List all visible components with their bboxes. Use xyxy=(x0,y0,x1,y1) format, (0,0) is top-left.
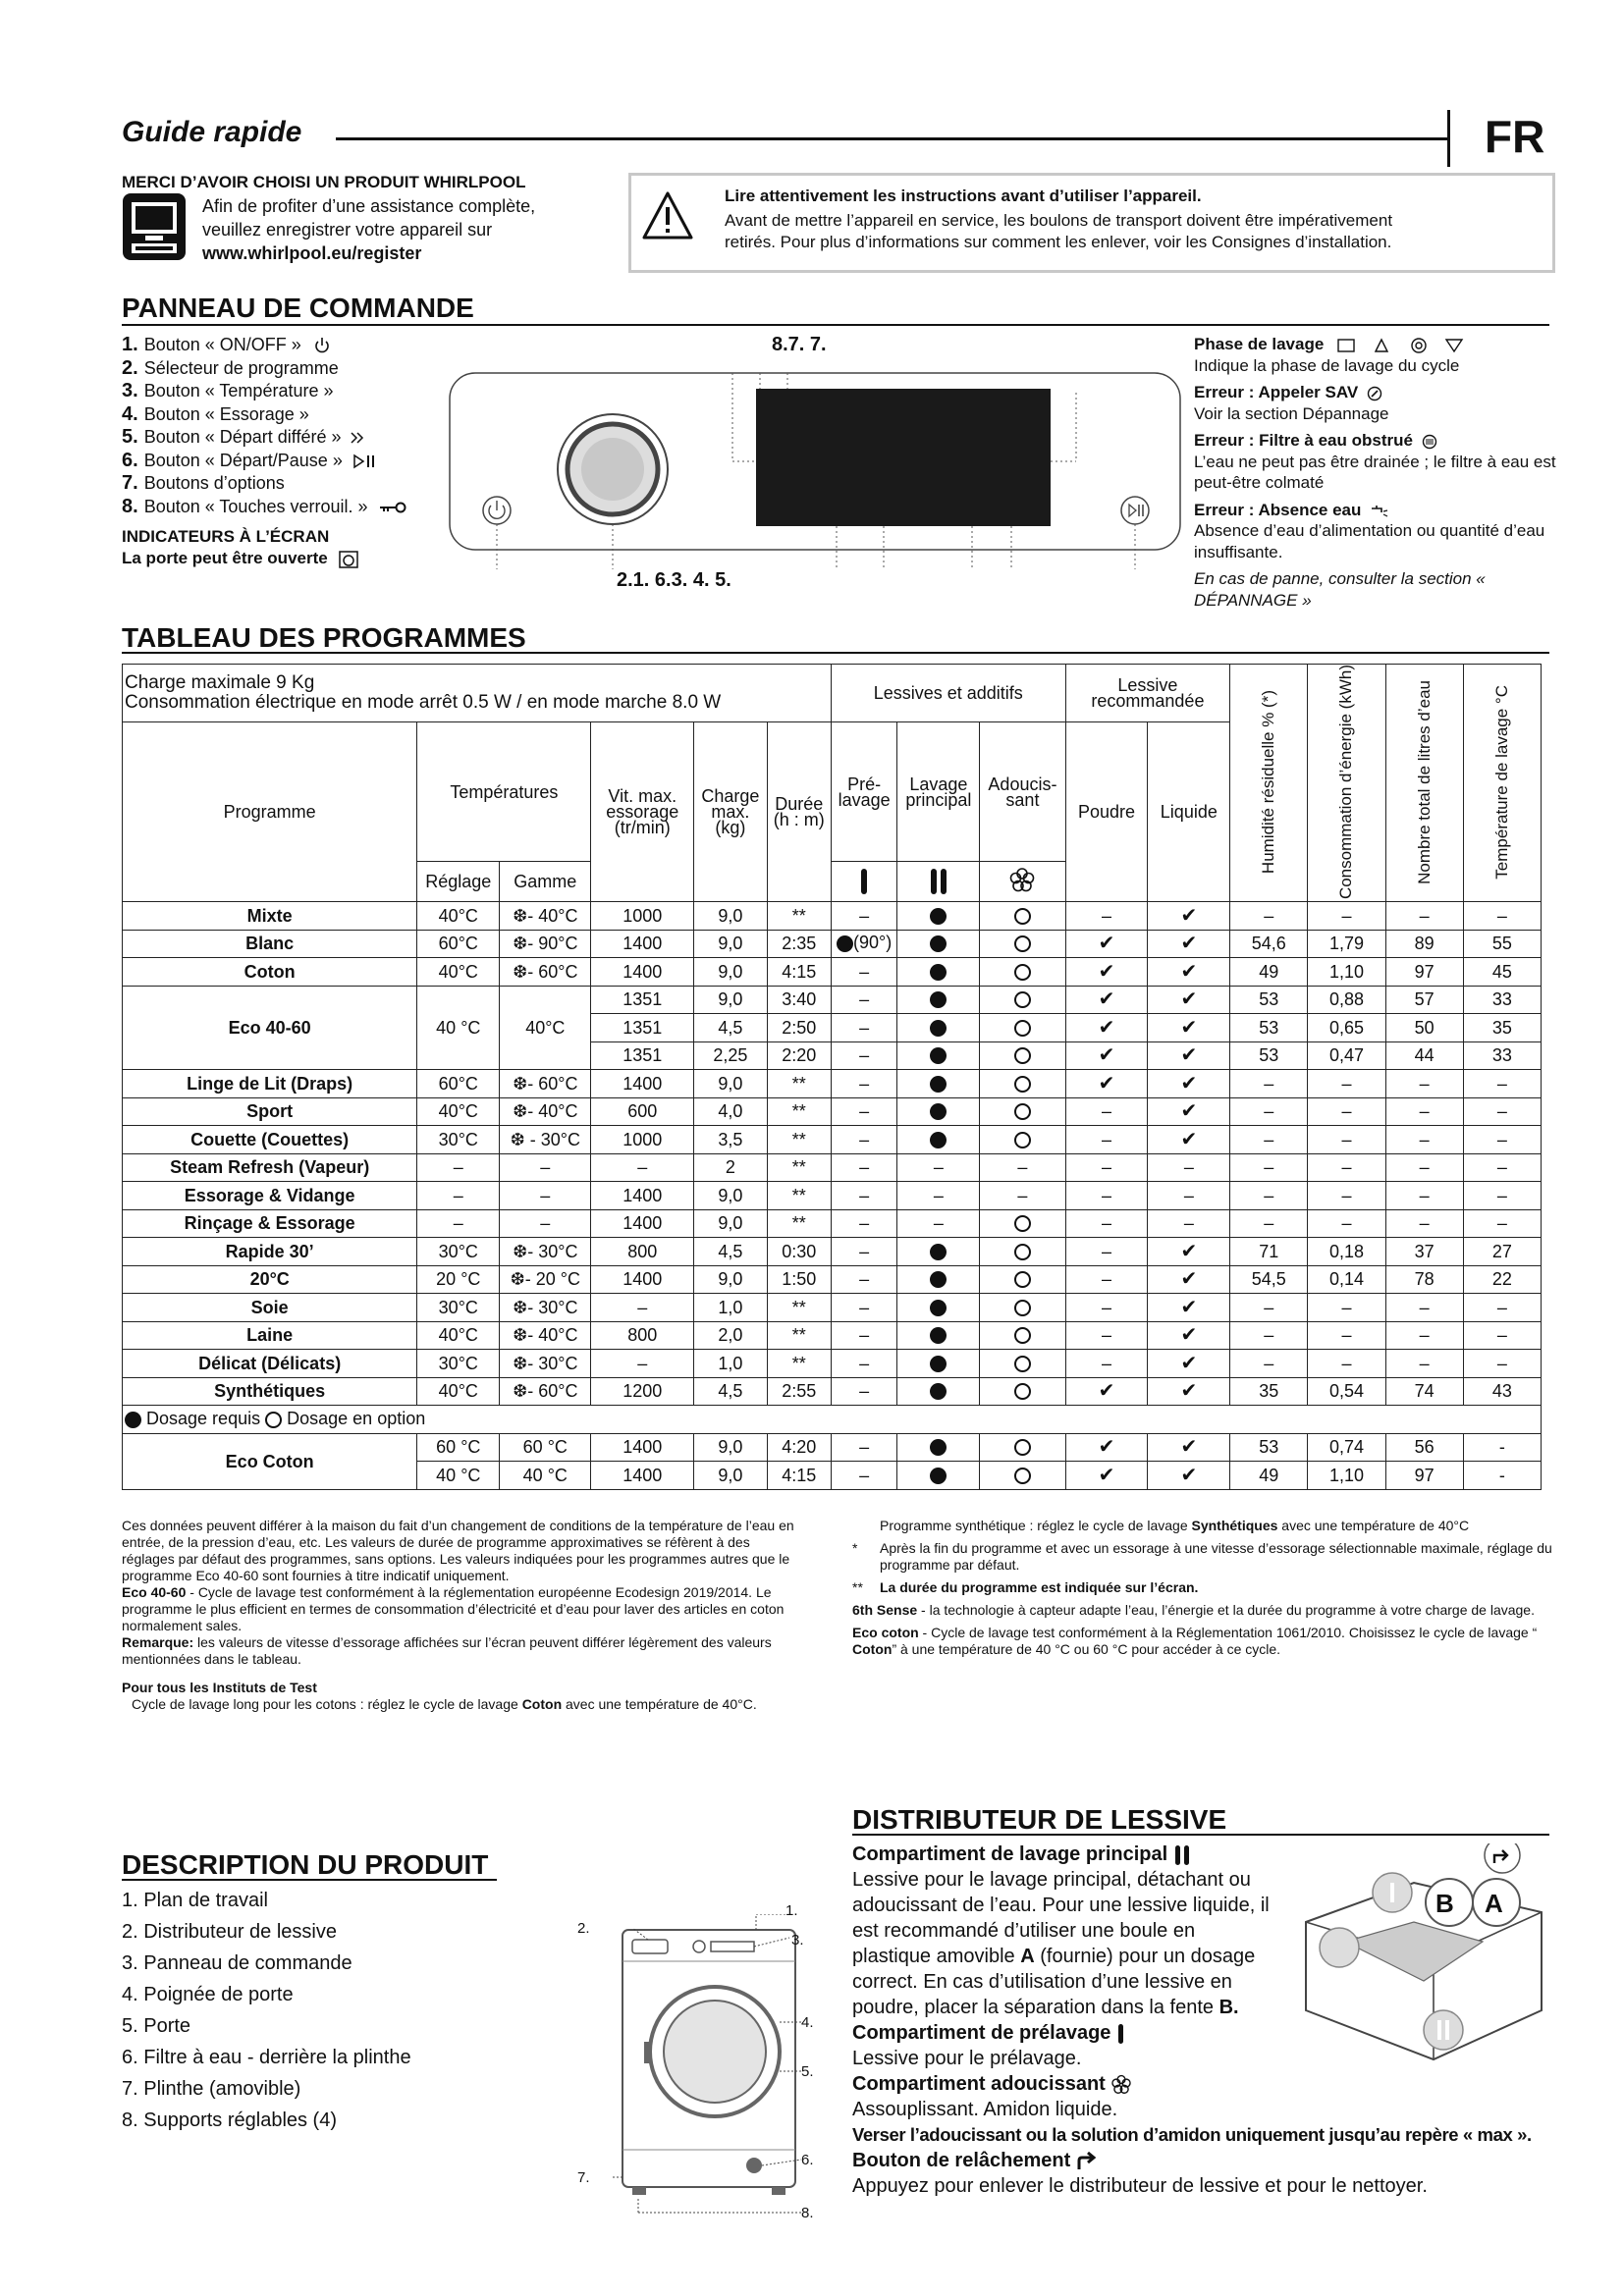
dose-optional-icon xyxy=(1014,1356,1031,1372)
header-rule xyxy=(336,137,1447,140)
notes-right: Programme synthétique : réglez le cycle de lavage Synthétiques avec une température de 40°C * Après la fin du programme et avec un essorage à une vitesse d’essorage sélectionnable maximale, réglage du programme par défaut. ** La durée du programme est indiquée sur l’écran. 6th Sense - la technologie à capteur adapte l’eau, l’énergie et la durée du programme à votre charge de lavage. Eco coton - Cycle de lavage test conformément à la Réglementation 1061/2010. Choisissez le cycle de lavage “ Coton” à une température de 40 °C ou 60 °C pour accéder à ce cycle. xyxy=(852,1518,1552,1657)
notes-left: Ces données peuvent différer à la maison du fait d’un changement de conditions de la température de l’eau en entrée, de la pression d’eau, etc. Les valeurs de durée de programme approximatives se réfèrent à des réglages par défaut des programmes, sans options. Les valeurs indiquées pour les programmes autres que le programme Eco 40-60 sont fournies à titre indicatif uniquement. Eco 40-60 - Cycle de lavage test conformément à la réglementation européenne Ecodesign 2019/2014. Le programme le plus efficient en termes de consommation d’électricité et d’eau pour laver des articles en coton normalement sales. Remarque: les valeurs de vitesse d’essorage affichées sur l’écran peuvent différer légèrement des valeurs mentionnées dans le tableau. Pour tous les Instituts de Test Cycle de lavage long pour les cotons : réglez le cycle de lavage Coton avec une température de 40°C. xyxy=(122,1518,794,1712)
check-icon: ✔ xyxy=(1098,1016,1115,1039)
dose-optional-icon xyxy=(1014,991,1031,1008)
dose-optional-icon xyxy=(1014,1439,1031,1456)
register-url[interactable]: www.whirlpool.eu/register xyxy=(202,243,422,263)
warning-triangle-icon xyxy=(642,190,693,241)
panel-item: 8. Bouton « Touches verrouil. » xyxy=(122,496,406,519)
check-icon: ✔ xyxy=(1180,1324,1198,1347)
dose-optional-icon xyxy=(1014,935,1031,952)
double-chevron-icon xyxy=(351,432,364,444)
callout-8: 8. xyxy=(801,2205,814,2221)
dose-required-icon xyxy=(930,991,947,1008)
warning-title: Lire attentivement les instructions avant d’utiliser l’appareil. xyxy=(725,187,1202,205)
table-row: Eco Coton 60 °C 60 °C 1400 9,0 4:20 – ✔ ✔ 53 0,74 56 - xyxy=(123,1433,1542,1462)
mainwash-icon xyxy=(1175,1845,1180,1865)
check-icon: ✔ xyxy=(1180,1296,1198,1318)
mainwash-icon xyxy=(931,869,937,894)
table-row: Délicat (Délicats) 30°C ❆- 30°C – 1,0 ** – – ✔ – – – – xyxy=(123,1350,1542,1378)
col-humidity: Humidité résiduelle % (*) xyxy=(1259,689,1278,875)
prewash-icon xyxy=(1118,2024,1123,2044)
col-lessives: Lessives et additifs xyxy=(831,665,1065,722)
dose-required-icon xyxy=(930,1383,947,1400)
label-buttons-top: 8.7. 7. xyxy=(772,334,827,355)
control-panel-illustration xyxy=(448,353,1184,569)
dose-optional-icon xyxy=(1014,1383,1031,1400)
check-icon: ✔ xyxy=(1180,1436,1198,1459)
panel-item: 1. Bouton « ON/OFF » xyxy=(122,334,406,357)
compartment-label-a: A xyxy=(1485,1889,1503,1918)
programs-heading: TABLEAU DES PROGRAMMES xyxy=(122,622,526,653)
panel-item: 2. Sélecteur de programme xyxy=(122,356,339,379)
table-row: Synthétiques 40°C ❆- 60°C 1200 4,5 2:55 – ✔ ✔ 35 0,54 74 43 xyxy=(123,1377,1542,1406)
dose-required-icon xyxy=(930,1271,947,1288)
panel-item: 4. Bouton « Essorage » xyxy=(122,402,309,425)
release-arrow-icon xyxy=(1076,2152,1100,2171)
dose-optional-icon xyxy=(1014,908,1031,925)
check-icon: ✔ xyxy=(1180,1352,1198,1374)
distributor-text: Compartiment de lavage principal Lessive pour le lavage principal, détachant ou adoucissant de l’eau. Pour une lessive liquide, il est recommandé d’utiliser une boule en plastique amovible A (fournie) pour un dosage correct. En cas d’utilisation d’une lessive en poudre, placer la séparation dans la fente B. Compartiment de prélavage Lessive pour le prélavage. Compartiment adoucissant Assouplissant. Amidon liquide. Verser l’adoucissant ou la solution d’amidon uniquement jusqu’au repère « max ». Bouton de relâchement Appuyez pour enlever le distributeur de lessive et pour le nettoyer. xyxy=(852,1843,1532,2197)
callout-5: 5. xyxy=(801,2063,814,2080)
table-row: Essorage & Vidange – – 1400 9,0 ** – – – – – – – – – xyxy=(123,1182,1542,1210)
col-poudre: Poudre xyxy=(1065,722,1148,902)
dose-required-icon xyxy=(930,1327,947,1344)
dose-required-icon xyxy=(930,1076,947,1093)
dose-required-icon xyxy=(930,908,947,925)
table-row: 40 °C 40 °C 1400 9,0 4:15 – ✔ ✔ 49 1,10 97 - xyxy=(123,1462,1542,1490)
dose-required-icon xyxy=(930,1468,947,1484)
softener-flower-icon xyxy=(1008,867,1036,894)
list-item: 3. Panneau de commande xyxy=(122,1952,352,1974)
list-item: 7. Plinthe (amovible) xyxy=(122,2078,301,2100)
list-item: 4. Poignée de porte xyxy=(122,1984,294,2005)
panel-item: 3. Bouton « Température » xyxy=(122,380,334,401)
dosage-legend: Dosage requis Dosage en option xyxy=(123,1406,1542,1434)
dose-optional-icon xyxy=(1014,1244,1031,1260)
col-energy: Consommation d’énergie (kWh) xyxy=(1336,665,1356,900)
dose-optional-icon xyxy=(1014,1215,1031,1232)
table-row: Rinçage & Essorage – – 1400 9,0 ** – – – – – – – – xyxy=(123,1209,1542,1238)
list-item: 1. Plan de travail xyxy=(122,1890,268,1911)
wash-phase-icons xyxy=(1336,337,1484,354)
dose-optional-icon xyxy=(1014,1132,1031,1148)
check-icon: ✔ xyxy=(1180,988,1198,1011)
door-open-icon xyxy=(338,550,359,569)
label-buttons-bottom: 2.1. 6.3. 4. 5. xyxy=(617,569,731,591)
check-icon: ✔ xyxy=(1098,933,1115,955)
table-row: Blanc 60°C ❆- 90°C 1400 9,0 2:35 (90°) ✔ ✔ 54,6 1,79 89 55 xyxy=(123,930,1542,958)
col-vit: Vit. max. essorage (tr/min) xyxy=(591,722,694,902)
dose-optional-icon xyxy=(1014,1468,1031,1484)
col-liquide: Liquide xyxy=(1148,722,1230,902)
col-reglage: Réglage xyxy=(417,862,500,902)
col-duree: Durée (h : m) xyxy=(767,722,831,902)
check-icon: ✔ xyxy=(1098,960,1115,983)
col-adoucissant: Adoucis- sant xyxy=(980,722,1065,862)
table-info: Charge maximale 9 Kg Consommation électrique en mode arrêt 0.5 W / en mode marche 8.0 W xyxy=(123,665,832,722)
prewash-icon xyxy=(861,869,867,894)
list-item: 6. Filtre à eau - derrière la plinthe xyxy=(122,2047,411,2068)
check-icon: ✔ xyxy=(1098,1072,1115,1095)
key-lock-icon xyxy=(379,501,406,514)
table-row: Steam Refresh (Vapeur) – – – 2 ** – – – – – – – – – xyxy=(123,1153,1542,1182)
col-principal: Lavage principal xyxy=(897,722,980,862)
callout-4: 4. xyxy=(801,2014,814,2031)
table-row: Linge de Lit (Draps) 60°C ❆- 60°C 1400 9,0 ** – ✔ ✔ – – – – xyxy=(123,1070,1542,1098)
description-heading: DESCRIPTION DU PRODUIT xyxy=(122,1849,489,1880)
table-row: Laine 40°C ❆- 40°C 800 2,0 ** – – ✔ – – – – xyxy=(123,1321,1542,1350)
dose-required-icon xyxy=(930,1439,947,1456)
table-row: 1351 2,25 2:20 – ✔ ✔ 53 0,47 44 33 xyxy=(123,1041,1542,1070)
error-indicators: Phase de lavage Indique la phase de lavage du cycle Erreur : Appeler SAV Voir la section Dépannage Erreur : Filtre à eau obstrué L’eau ne peut pas être drainée ; le filtre à eau est peut-être colmaté Erreur : Absence eau Absence d’eau d’alimentation ou quantité d’eau insuffisante. En cas de panne, consulter la section « DÉPANNAGE » xyxy=(1194,335,1556,610)
service-icon xyxy=(1367,386,1382,401)
dose-required-icon xyxy=(930,935,947,952)
warning-text: Avant de mettre l’appareil en service, les boulons de transport doivent être impérativement retirés. Pour plus d’informations sur comment les enlever, voir les Consignes d’installation. xyxy=(725,211,1393,251)
table-row: Coton 40°C ❆- 60°C 1400 9,0 4:15 – ✔ ✔ 49 1,10 97 45 xyxy=(123,958,1542,987)
table-row: Mixte 40°C ❆- 40°C 1000 9,0 ** – – ✔ – – – – xyxy=(123,902,1542,931)
dose-required-icon xyxy=(930,1300,947,1316)
check-icon: ✔ xyxy=(1180,960,1198,983)
dose-required-icon xyxy=(930,1020,947,1037)
check-icon: ✔ xyxy=(1098,1436,1115,1459)
col-temperatures: Températures xyxy=(417,722,591,862)
callout-7: 7. xyxy=(577,2169,590,2186)
programs-table xyxy=(122,664,1542,1490)
col-gamme: Gamme xyxy=(500,862,591,902)
table-row: Soie 30°C ❆- 30°C – 1,0 ** – – ✔ – – – – xyxy=(123,1294,1542,1322)
col-prelavage: Pré- lavage xyxy=(831,722,897,862)
list-item: 2. Distributeur de lessive xyxy=(122,1921,337,1943)
callout-6: 6. xyxy=(801,2152,814,2168)
table-row: Sport 40°C ❆- 40°C 600 4,0 ** – – ✔ – – – – xyxy=(123,1097,1542,1126)
dose-optional-icon xyxy=(1014,1271,1031,1288)
check-icon: ✔ xyxy=(1180,1044,1198,1067)
page-title: Guide rapide xyxy=(122,116,302,148)
register-title: MERCI D’AVOIR CHOISI UN PRODUIT WHIRLPOOL xyxy=(122,173,526,191)
callout-1: 1. xyxy=(785,1902,798,1919)
dose-required-icon xyxy=(930,1103,947,1120)
col-wash-temp: Température de lavage °C xyxy=(1491,684,1511,880)
col-programme: Programme xyxy=(123,722,417,902)
dose-required-icon xyxy=(930,964,947,981)
callout-2: 2. xyxy=(577,1920,590,1937)
check-icon: ✔ xyxy=(1180,1240,1198,1262)
check-icon: ✔ xyxy=(1180,1464,1198,1486)
tap-icon xyxy=(1370,503,1389,518)
panel-items-list xyxy=(122,334,406,518)
callout-3: 3. xyxy=(791,1932,804,1949)
table-row: 1351 4,5 2:50 – ✔ ✔ 53 0,65 50 35 xyxy=(123,1014,1542,1042)
dose-optional-icon xyxy=(1014,1076,1031,1093)
check-icon: ✔ xyxy=(1098,1380,1115,1403)
description-list xyxy=(122,1885,411,2136)
col-charge: Charge max. (kg) xyxy=(694,722,768,902)
softener-flower-icon xyxy=(1110,2074,1132,2096)
dose-optional-icon xyxy=(1014,964,1031,981)
panel-heading: PANNEAU DE COMMANDE xyxy=(122,293,474,323)
dose-optional-icon xyxy=(1014,1047,1031,1064)
check-icon: ✔ xyxy=(1098,1464,1115,1486)
panel-item: 5. Bouton « Départ différé » xyxy=(122,426,406,450)
check-icon: ✔ xyxy=(1180,1268,1198,1291)
indicators-section: INDICATEURS À L’ÉCRAN La porte peut être ouverte xyxy=(122,526,359,569)
compartment-label-b: B xyxy=(1435,1889,1454,1918)
dose-required-icon xyxy=(837,935,853,952)
dose-required-icon xyxy=(930,1356,947,1372)
table-row: Eco 40-60 40 °C 40°C 1351 9,0 3:40 – ✔ ✔ 53 0,88 57 33 xyxy=(123,986,1542,1014)
table-row: 20°C 20 °C ❆- 20 °C 1400 9,0 1:50 – – ✔ 54,5 0,14 78 22 xyxy=(123,1265,1542,1294)
dose-optional-icon xyxy=(1014,1327,1031,1344)
list-item: 8. Supports réglables (4) xyxy=(122,2109,338,2131)
check-icon: ✔ xyxy=(1180,1072,1198,1095)
list-item: 5. Porte xyxy=(122,2015,191,2037)
power-icon xyxy=(312,337,332,354)
distributor-heading: DISTRIBUTEUR DE LESSIVE xyxy=(852,1804,1227,1835)
language-code: FR xyxy=(1485,111,1545,162)
play-pause-icon xyxy=(353,454,377,469)
header-divider xyxy=(1447,110,1450,167)
check-icon: ✔ xyxy=(1180,933,1198,955)
check-icon: ✔ xyxy=(1180,904,1198,927)
register-text: Afin de profiter d’une assistance complète, veuillez enregistrer votre appareil sur www.whirlpool.eu/register xyxy=(202,196,536,263)
dose-optional-icon xyxy=(1014,1020,1031,1037)
check-icon: ✔ xyxy=(1180,1128,1198,1150)
dose-required-icon xyxy=(930,1244,947,1260)
col-recommandee: Lessive recommandée xyxy=(1065,665,1230,722)
dose-optional-icon xyxy=(1014,1103,1031,1120)
panel-item: 7. Boutons d’options xyxy=(122,472,285,494)
computer-icon xyxy=(122,192,187,261)
washer-illustration xyxy=(609,1914,825,2218)
check-icon: ✔ xyxy=(1098,988,1115,1011)
table-row: Couette (Couettes) 30°C ❆ - 30°C 1000 3,5 ** – – ✔ – – – – xyxy=(123,1126,1542,1154)
check-icon: ✔ xyxy=(1180,1100,1198,1123)
panel-item: 6. Bouton « Départ/Pause » xyxy=(122,450,406,473)
dose-required-icon xyxy=(930,1047,947,1064)
check-icon: ✔ xyxy=(1098,1044,1115,1067)
check-icon: ✔ xyxy=(1180,1016,1198,1039)
col-litres: Nombre total de litres d’eau xyxy=(1414,679,1434,884)
check-icon: ✔ xyxy=(1180,1380,1198,1403)
table-row: Rapide 30’ 30°C ❆- 30°C 800 4,5 0:30 – – ✔ 71 0,18 37 27 xyxy=(123,1238,1542,1266)
filter-icon xyxy=(1422,434,1437,450)
dose-required-icon xyxy=(930,1132,947,1148)
dose-optional-icon xyxy=(1014,1300,1031,1316)
